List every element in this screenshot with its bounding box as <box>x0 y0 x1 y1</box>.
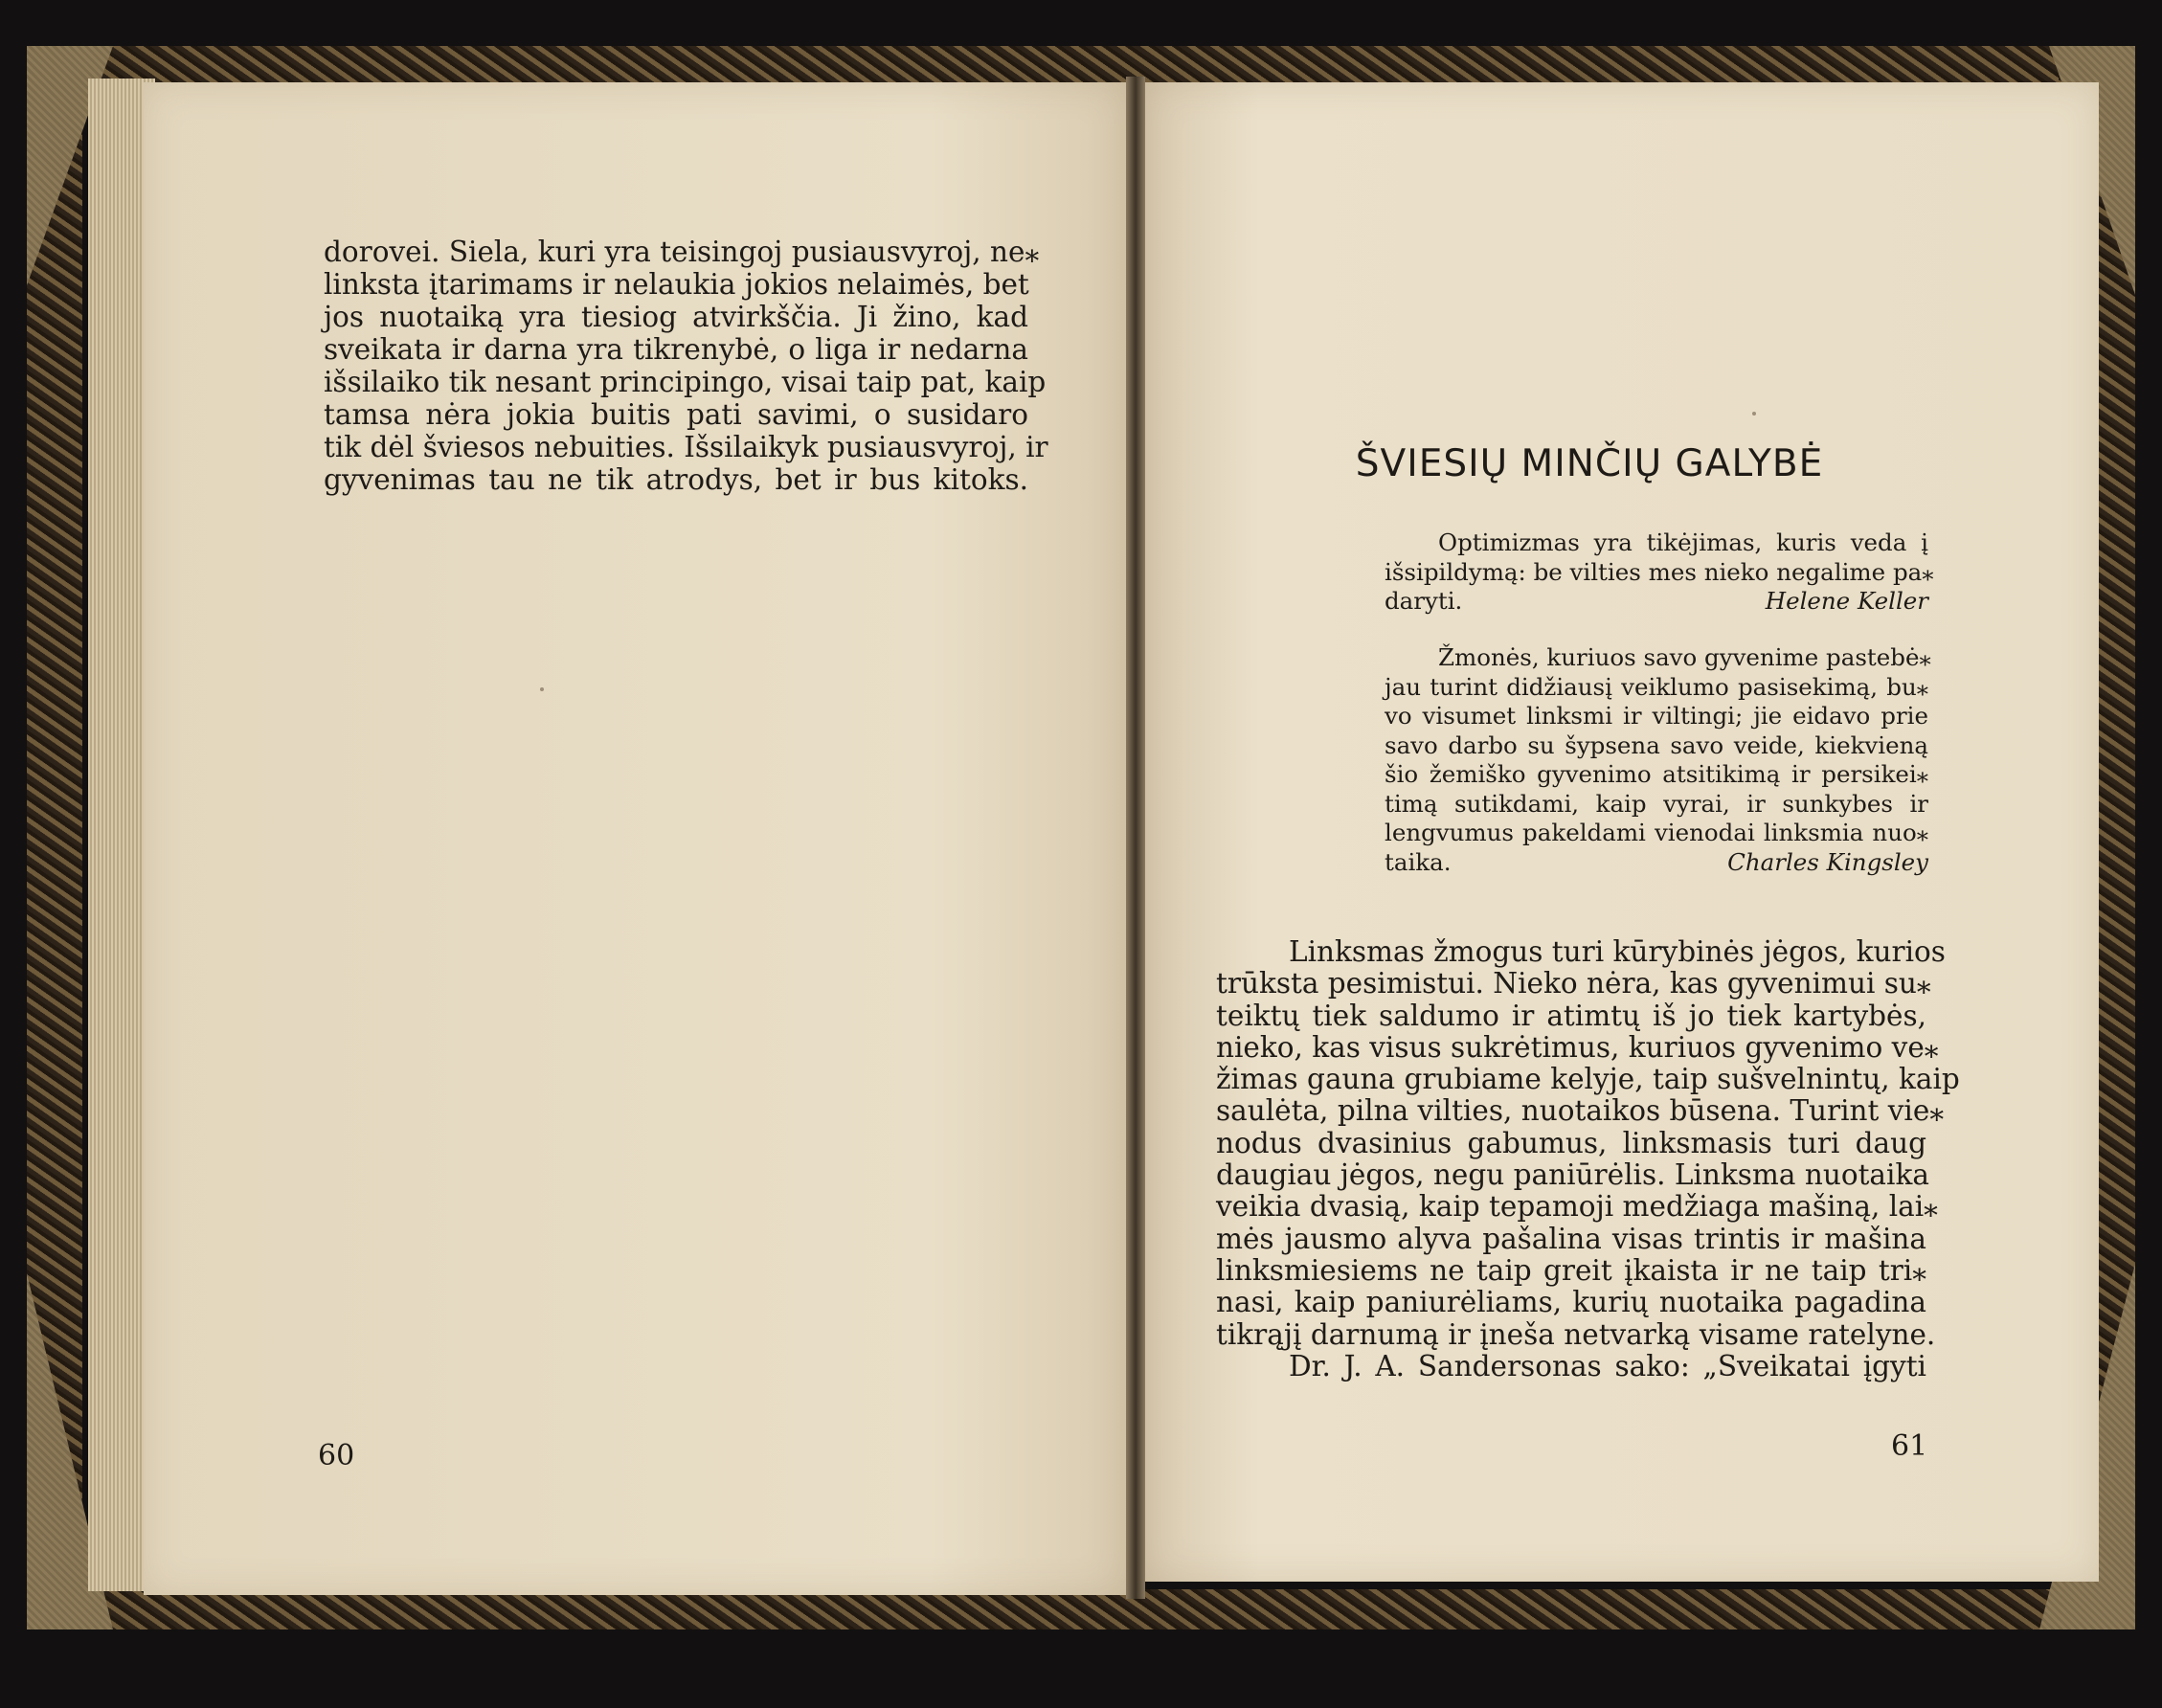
quote-line: išsipildymą: be vilties mes nieko negalime pa⁎ <box>1385 557 1934 586</box>
book-gutter <box>1126 77 1145 1599</box>
paper-speck <box>540 687 544 691</box>
paper-speck <box>1752 412 1756 416</box>
text-line: tik dėl šviesos nebuities. Išsilaikyk pusiausvyroj, ir <box>324 431 1048 463</box>
quote-line: taika. <box>1385 847 1452 876</box>
text-line: gyvenimas tau ne tik atrodys, bet ir bus kitoks. <box>324 463 1028 496</box>
left-page-body <box>324 236 1048 496</box>
page-number-right: 61 <box>1891 1429 1928 1463</box>
quote-line: jau turint didžiausį veiklumo pasisekimą, bu⁎ <box>1385 672 1928 701</box>
text-line: sveikata ir darna yra tikrenybė, o liga ir nedarna <box>324 333 1028 366</box>
text-line: linksta įtarimams ir nelaukia jokios nelaimės, bet <box>324 268 1029 301</box>
text-line: išsilaiko tik nesant principingo, visai taip pat, kaip <box>324 366 1047 398</box>
right-page-body <box>1216 935 1960 1382</box>
quote-line: daryti. <box>1385 587 1463 615</box>
text-line: mės jausmo alyva pašalina visas trintis ir mašina <box>1216 1222 1926 1255</box>
quote-line: timą sutikdami, kaip vyrai, ir sunkybes ir <box>1385 789 1928 818</box>
quote-line: Optimizmas yra tikėjimas, kuris veda į <box>1438 528 1928 556</box>
text-line: daugiau jėgos, negu paniūrėlis. Linksma nuotaika <box>1216 1158 1929 1192</box>
text-line: saulėta, pilna vilties, nuotaikos būsena. Turint vie⁎ <box>1216 1094 1945 1128</box>
quote-author: Helene Keller <box>1765 587 1928 615</box>
epigraph-quote <box>1385 643 1931 877</box>
text-line: žimas gauna grubiame kelyje, taip sušvelnintų, kaip <box>1216 1063 1960 1096</box>
quote-line: vo visumet linksmi ir viltingi; jie eidavo prie <box>1385 702 1928 730</box>
quote-line: šio žemiško gyvenimo atsitikimą ir persikei⁎ <box>1385 760 1928 788</box>
page-number-left: 60 <box>318 1439 355 1472</box>
quote-last-line <box>1385 848 1928 878</box>
chapter-title: ŠVIESIŲ MINČIŲ GALYBĖ <box>1355 442 1824 485</box>
text-line: linksmiesiems ne taip greit įkaista ir ne taip tri⁎ <box>1216 1253 1926 1287</box>
text-line: Linksmas žmogus turi kūrybinės jėgos, kurios <box>1289 935 1946 968</box>
text-line: tamsa nėra jokia buitis pati savimi, o susidaro <box>324 398 1028 431</box>
text-line: trūksta pesimistui. Nieko nėra, kas gyvenimui su⁎ <box>1216 967 1931 1000</box>
quote-last-line <box>1385 587 1928 617</box>
text-line: tikrąjį darnumą ir įneša netvarką visame ratelyne. <box>1216 1317 1936 1351</box>
epigraph-quote <box>1385 528 1934 617</box>
text-line: nasi, kaip paniurėliams, kurių nuotaika pagadina <box>1216 1286 1926 1319</box>
text-line: nieko, kas visus sukrėtimus, kuriuos gyvenimo ve⁎ <box>1216 1030 1939 1064</box>
text-line: teiktų tiek saldumo ir atimtų iš jo tiek kartybės, <box>1216 999 1926 1032</box>
text-line: Dr. J. A. Sandersonas sako: „Sveikatai įgyti <box>1289 1349 1926 1382</box>
quote-line: Žmonės, kuriuos savo gyvenime pastebė⁎ <box>1438 643 1931 671</box>
text-line: jos nuotaiką yra tiesiog atvirkščia. Ji žino, kad <box>324 301 1028 333</box>
quote-author: Charles Kingsley <box>1727 847 1928 876</box>
quote-line: savo darbo su šypsena savo veide, kiekvieną <box>1385 730 1928 759</box>
text-line: veikia dvasią, kaip tepamoji medžiaga mašiną, lai⁎ <box>1216 1190 1938 1224</box>
cover-bottom-edge <box>38 1589 2135 1629</box>
cover-top-edge <box>38 46 2135 82</box>
text-line: nodus dvasinius gabumus, linksmasis turi daug <box>1216 1126 1926 1159</box>
text-line: dorovei. Siela, kuri yra teisingoj pusiausvyroj, ne⁎ <box>324 236 1040 268</box>
quote-line: lengvumus pakeldami vienodai linksmia nuo⁎ <box>1385 819 1928 846</box>
